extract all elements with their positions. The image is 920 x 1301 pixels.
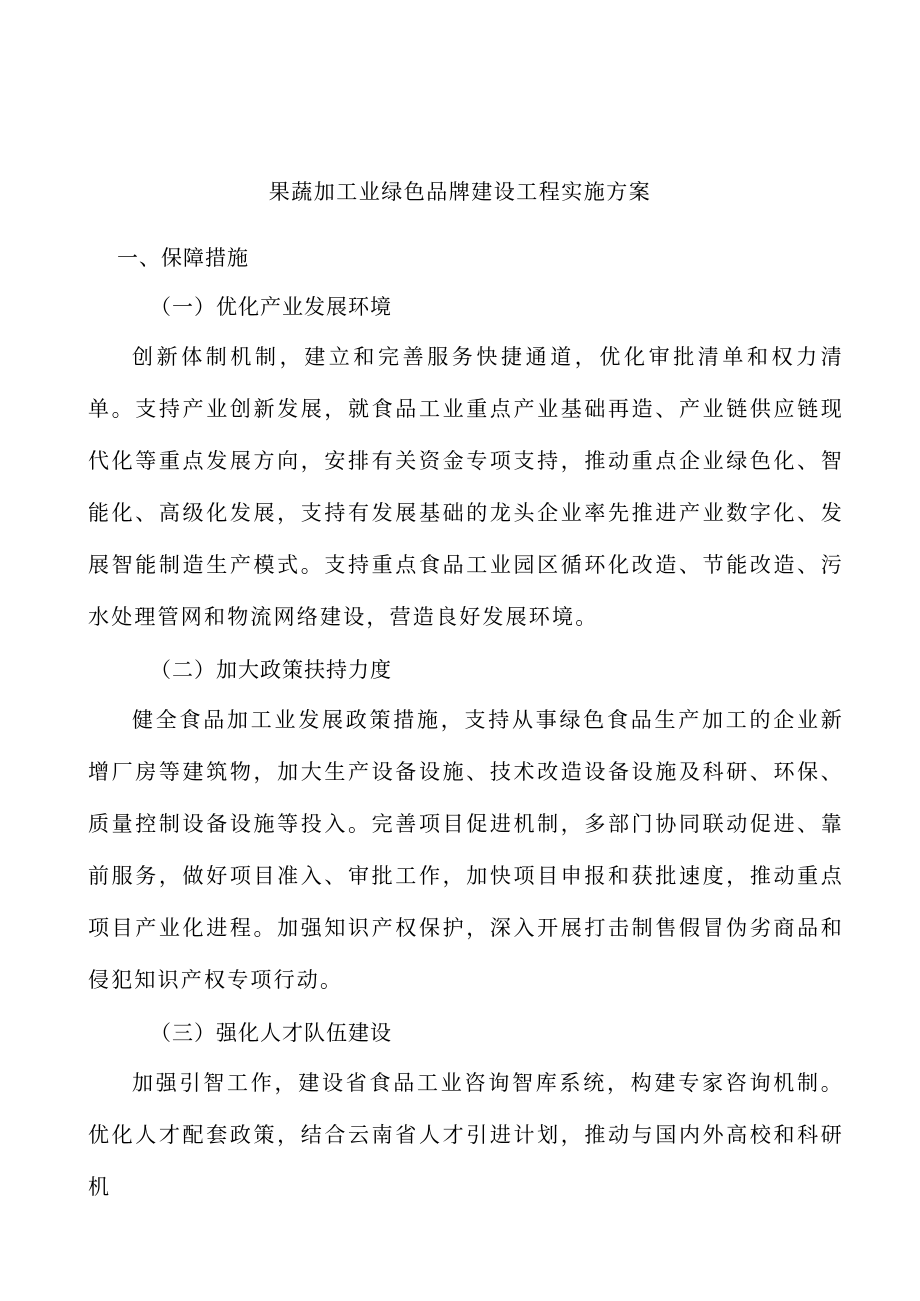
subsection-paragraph-3: 加强引智工作，建设省食品工业咨询智库系统，构建专家咨询机制。优化人才配套政策，结合云南省人才引进计划，推动与国内外高校和科研机 <box>88 1071 844 1199</box>
subsection-heading-3: （三）强化人才队伍建设 <box>150 1021 392 1045</box>
subsection-heading-1: （一）优化产业发展环境 <box>150 295 392 319</box>
subsection-paragraph-2: 健全食品加工业发展政策措施，支持从事绿色食品生产加工的企业新增厂房等建筑物，加大生产设备设施、技术改造设备设施及科研、环保、质量控制设备设施等投入。完善项目促进机制，多部门协同联动促进、靠前服务，做好项目准入、审批工作，加快项目申报和获批速度，推动重点项目产业化进程。加强知识产权保护，深入开展打击制售假冒伪劣商品和侵犯知识产权专项行动。 <box>88 708 844 992</box>
subsection-heading-2: （二）加大政策扶持力度 <box>150 658 392 682</box>
section-heading: 一、保障措施 <box>117 246 249 270</box>
subsection-paragraph-1: 创新体制机制，建立和完善服务快捷通道，优化审批清单和权力清单。支持产业创新发展，就食品工业重点产业基础再造、产业链供应链现代化等重点发展方向，安排有关资金专项支持，推动重点企业绿色化、智能化、高级化发展，支持有发展基础的龙头企业率先推进产业数字化、发展智能制造生产模式。支持重点食品工业园区循环化改造、节能改造、污水处理管网和物流网络建设，营造良好发展环境。 <box>88 345 844 629</box>
document-title: 果蔬加工业绿色品牌建设工程实施方案 <box>268 180 652 204</box>
